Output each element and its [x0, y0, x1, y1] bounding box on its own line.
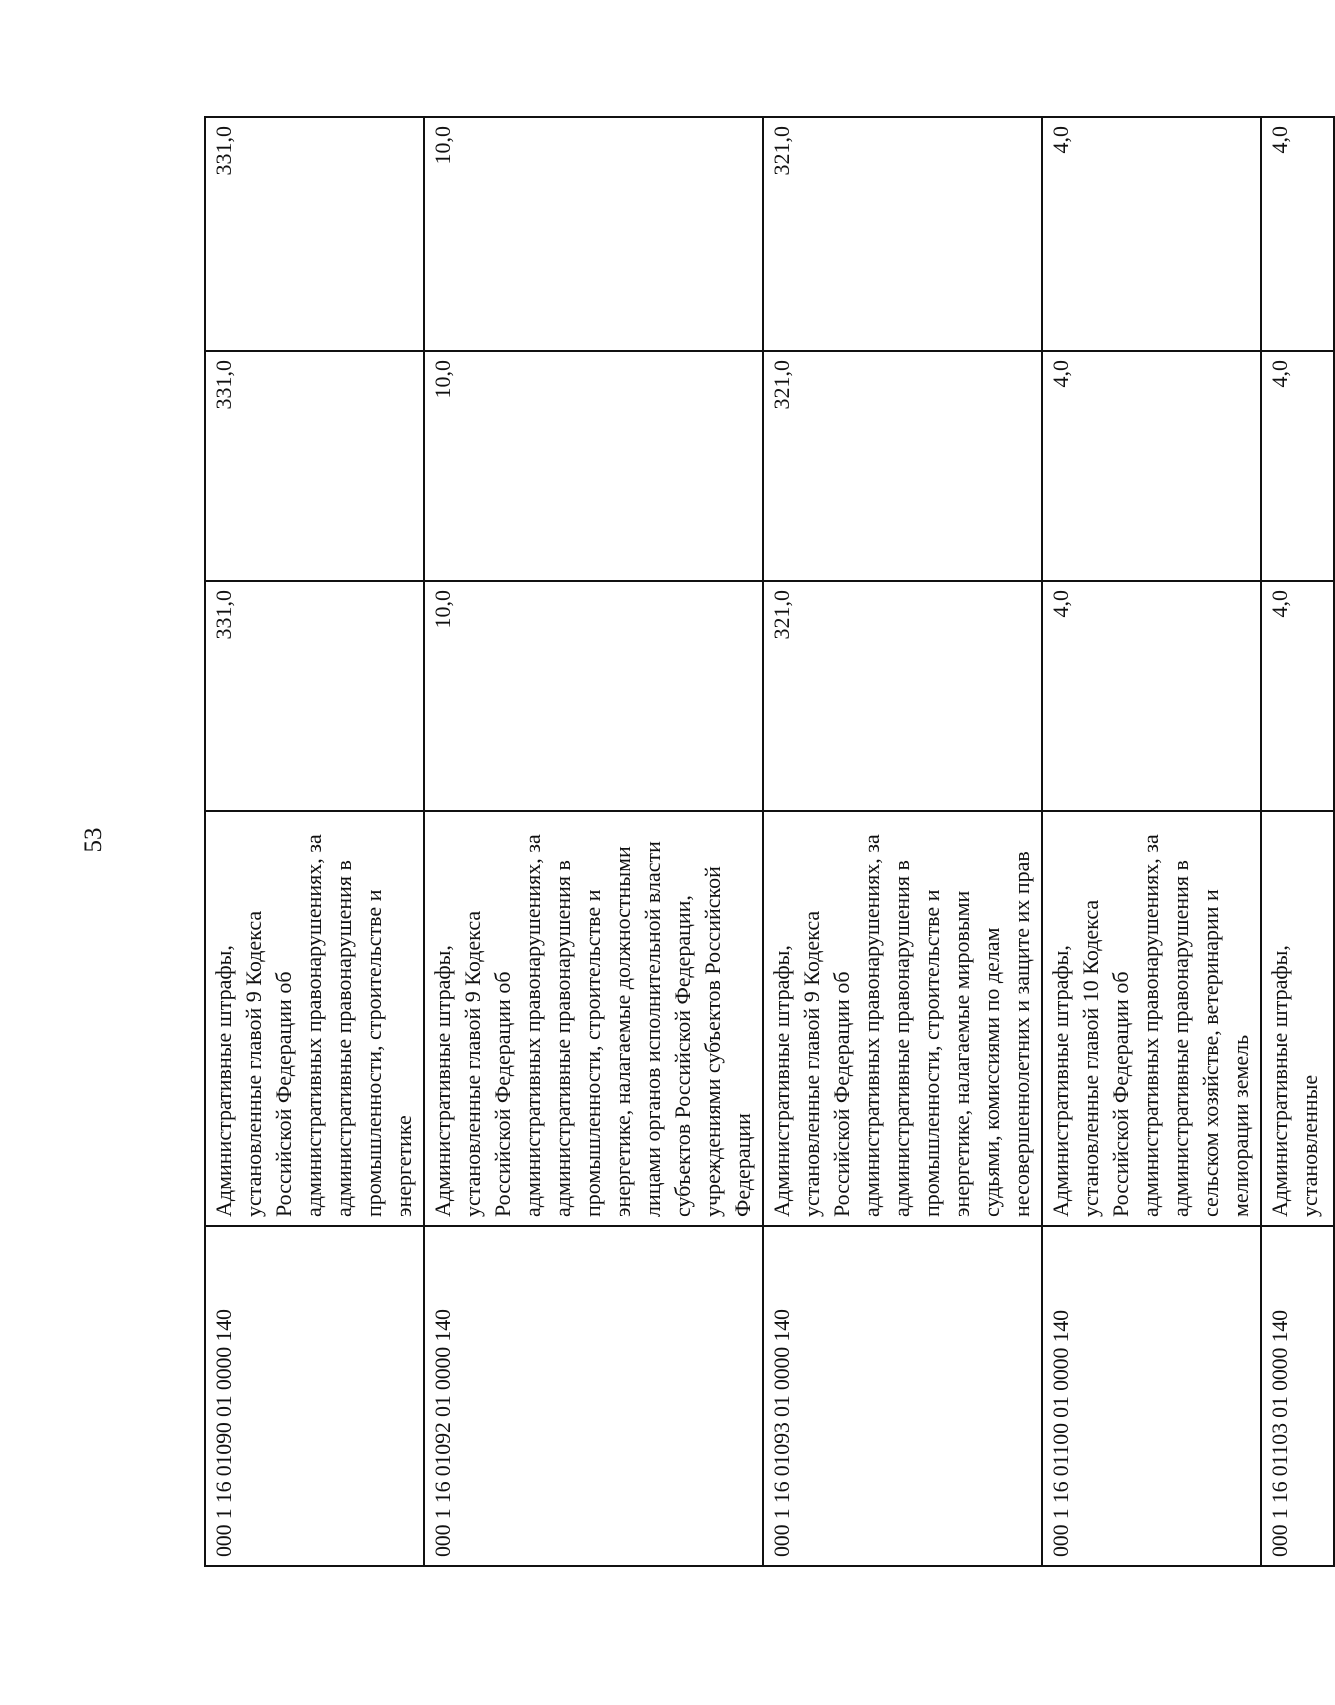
value-cell-1: 331,0: [205, 581, 424, 811]
description-cell: Административные штрафы, установленные главой 9 Кодекса Российской Федерации об административных правонарушениях, за административные правонарушения в промышленности, строительстве и энергетике, налагаемые мировыми судьями, комиссиями по делам несовершеннолетних и защите их прав: [763, 811, 1042, 1226]
value-cell-1: 4,0: [1261, 581, 1334, 811]
budget-table-container: [204, 118, 1322, 1567]
description-cell: Административные штрафы, установленные главой 10 Кодекса Российской Федерации об административных правонарушениях, за административные правонарушения в сельском хозяйстве, ветеринарии и мелиорации земель: [1042, 811, 1261, 1226]
description-cell: Административные штрафы, установленные: [1261, 811, 1334, 1226]
value-cell-3: 321,0: [763, 117, 1042, 351]
table-row: [424, 117, 763, 1566]
budget-code-cell: 000 1 16 01092 01 0000 140: [424, 1226, 763, 1566]
table-row: [205, 117, 424, 1566]
description-cell: Административные штрафы, установленные главой 9 Кодекса Российской Федерации об административных правонарушениях, за административные правонарушения в промышленности, строительстве и энергетике: [205, 811, 424, 1226]
budget-table-rotated: [204, 118, 1322, 1567]
value-cell-2: 331,0: [205, 351, 424, 581]
value-cell-2: 321,0: [763, 351, 1042, 581]
value-cell-2: 4,0: [1261, 351, 1334, 581]
value-cell-3: 4,0: [1261, 117, 1334, 351]
table-row: [763, 117, 1042, 1566]
budget-code-cell: 000 1 16 01103 01 0000 140: [1261, 1226, 1334, 1566]
table-row: [1042, 117, 1261, 1566]
value-cell-1: 4,0: [1042, 581, 1261, 811]
value-cell-3: 331,0: [205, 117, 424, 351]
budget-table: [204, 116, 1335, 1567]
value-cell-3: 10,0: [424, 117, 763, 351]
value-cell-2: 10,0: [424, 351, 763, 581]
value-cell-2: 4,0: [1042, 351, 1261, 581]
description-cell: Административные штрафы, установленные главой 9 Кодекса Российской Федерации об административных правонарушениях, за административные правонарушения в промышленности, строительстве и энергетике, налагаемые должностными лицами органов исполнительной власти субъектов Российской Федерации, учреждениями субъектов Российской Федерации: [424, 811, 763, 1226]
page-number: 53: [80, 827, 107, 853]
value-cell-3: 4,0: [1042, 117, 1261, 351]
budget-code-cell: 000 1 16 01100 01 0000 140: [1042, 1226, 1261, 1566]
budget-code-cell: 000 1 16 01093 01 0000 140: [763, 1226, 1042, 1566]
value-cell-1: 10,0: [424, 581, 763, 811]
value-cell-1: 321,0: [763, 581, 1042, 811]
table-row: [1261, 117, 1334, 1566]
budget-code-cell: 000 1 16 01090 01 0000 140: [205, 1226, 424, 1566]
